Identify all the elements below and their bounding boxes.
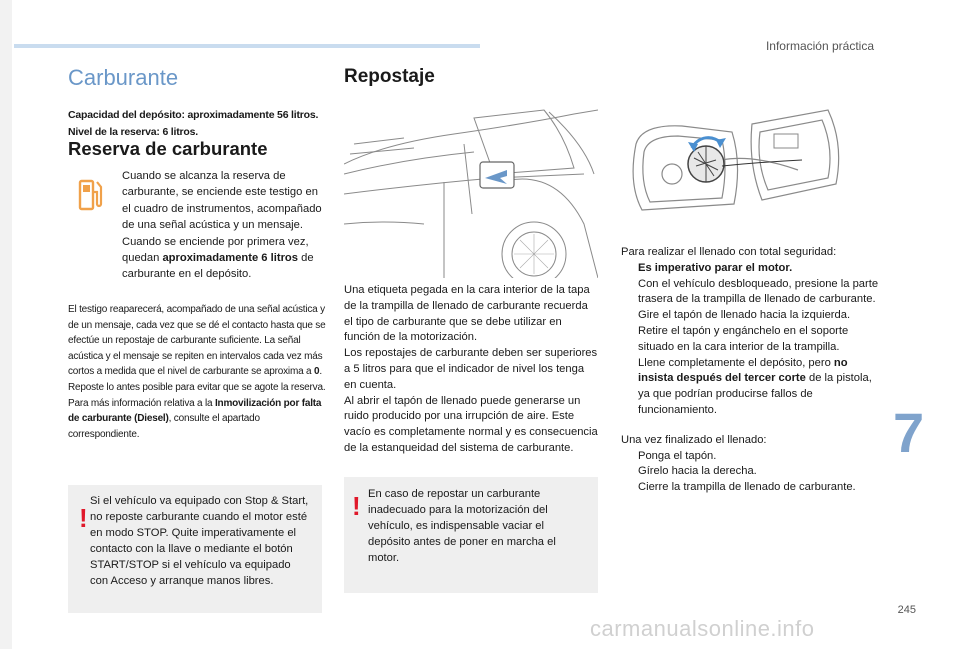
safety-steps bbox=[621, 245, 883, 496]
step-1 bbox=[621, 261, 883, 277]
refuel-description bbox=[344, 283, 598, 457]
warning-light-description bbox=[68, 302, 330, 442]
fuel-pump-icon bbox=[78, 178, 104, 212]
step-2 bbox=[621, 277, 883, 309]
reserve-text-b: de carburante en el depósito. bbox=[122, 252, 314, 281]
warning-icon: ! bbox=[352, 491, 361, 521]
info-paragraph bbox=[68, 396, 330, 443]
wrong-fuel-note-text: En caso de repostar un carburante inadecuado para la motorización del vehículo, es indispensable vaciar el depósito antes de poner en marcha el motor. bbox=[368, 488, 556, 564]
wrong-fuel-note bbox=[344, 477, 598, 593]
safety-intro: Para realizar el llenado con total seguridad: bbox=[621, 246, 837, 258]
after-step-1-text: Ponga el tapón. bbox=[638, 449, 717, 462]
reserve-text-bold: aproximadamente 6 litros bbox=[162, 252, 298, 265]
step-1-text: Es imperativo parar el motor. bbox=[638, 261, 793, 274]
info-text-a: Para más información relativa a la bbox=[68, 397, 215, 409]
step-5-text-b: de la pistola, ya que podrían producirse fallos de funcionamiento. bbox=[638, 372, 872, 416]
stop-start-note bbox=[68, 485, 322, 613]
reserve-description bbox=[122, 168, 328, 283]
step-3 bbox=[621, 308, 883, 324]
step-5-text-a: Llene completamente el depósito, pero bbox=[638, 356, 834, 369]
after-intro: Una vez finalizado el llenado: bbox=[621, 433, 767, 446]
step-2-text: Con el vehículo desbloqueado, presione la parte trasera de la trampilla de llenado de carburante. bbox=[638, 277, 879, 306]
info-text-b: , consulte el apartado correspondiente. bbox=[68, 413, 260, 440]
refuel-paragraph-1: Una etiqueta pegada en la cara interior de la tapa de la trampilla de llenado de carburante recuerda el tipo de carburante que se debe utilizar en función de la motorización. bbox=[344, 284, 590, 344]
page-title: Carburante bbox=[68, 65, 179, 90]
step-4-text: Retire el tapón y engánchelo en el soporte situado en la cara interior de la trampilla. bbox=[638, 324, 849, 353]
step-5 bbox=[621, 356, 883, 419]
after-step-2-text: Gírelo hacia la derecha. bbox=[638, 465, 757, 478]
chapter-number: 7 bbox=[893, 401, 925, 464]
testigo-text-a: El testigo reaparecerá, acompañado de una señal acústica y de un mensaje, cada vez que se dé el contacto hasta que se efectúe un repostaje de carburante suficiente. La señal acústica y el mensaje se repiten en intervalos cada vez más cortos a medida que el nivel de carburante se aproxima a bbox=[68, 304, 326, 378]
after-step-3 bbox=[621, 480, 883, 496]
reserve-heading: Reserva de carburante bbox=[68, 138, 268, 159]
refuel-heading: Repostaje bbox=[344, 66, 435, 87]
testigo-zero: 0 bbox=[313, 366, 320, 378]
header-bar bbox=[14, 44, 480, 48]
after-step-1 bbox=[621, 449, 883, 465]
testigo-paragraph bbox=[68, 302, 330, 396]
stop-start-note-text: Si el vehículo va equipado con Stop & Start, no reposte carburante cuando el motor esté en modo STOP. Quite imperativamente el contacto con la llave o mediante el botón START/STOP si el vehículo va equipado con Acceso y arranque manos libres. bbox=[90, 495, 309, 587]
warning-icon: ! bbox=[79, 503, 88, 533]
testigo-text-b: . Reposte lo antes posible para evitar que se agote la reserva. bbox=[68, 366, 326, 393]
tank-capacity: Capacidad del depósito: aproximadamente 56 litros. bbox=[68, 109, 319, 121]
refuel-paragraph-2: Los repostajes de carburante deben ser superiores a 5 litros para que el indicador de nivel los tenga en cuenta. bbox=[344, 347, 598, 391]
watermark: carmanualsonline.info bbox=[590, 616, 815, 641]
step-3-text: Gire el tapón de llenado hacia la izquierda. bbox=[638, 309, 851, 322]
reserve-text-a: Cuando se alcanza la reserva de carburante, se enciende este testigo en el cuadro de instrumentos, acompañado de una señal acústica y un mensaje. Cuando se enciende por primera vez, quedan bbox=[122, 170, 322, 265]
car-rear-illustration bbox=[344, 104, 598, 278]
step-4 bbox=[621, 324, 883, 356]
section-title: Información práctica bbox=[765, 39, 874, 53]
reserve-level: Nivel de la reserva: 6 litros. bbox=[68, 126, 198, 138]
fuel-cap-illustration bbox=[622, 104, 848, 216]
after-step-2 bbox=[621, 464, 883, 480]
page-edge bbox=[0, 0, 12, 649]
step-5-text-bold: no insista después del tercer corte bbox=[638, 356, 848, 385]
after-step-3-text: Cierre la trampilla de llenado de carburante. bbox=[638, 481, 856, 494]
page-number: 245 bbox=[897, 604, 916, 616]
info-link-text: Inmovilización por falta de carburante (Diesel) bbox=[68, 397, 322, 425]
refuel-paragraph-3: Al abrir el tapón de llenado puede generarse un ruido producido por una irrupción de aire. Este vacío es completamente normal y es consecuencia de la estanqueidad del sistema de carburante. bbox=[344, 394, 598, 454]
capacity-info bbox=[68, 107, 330, 141]
